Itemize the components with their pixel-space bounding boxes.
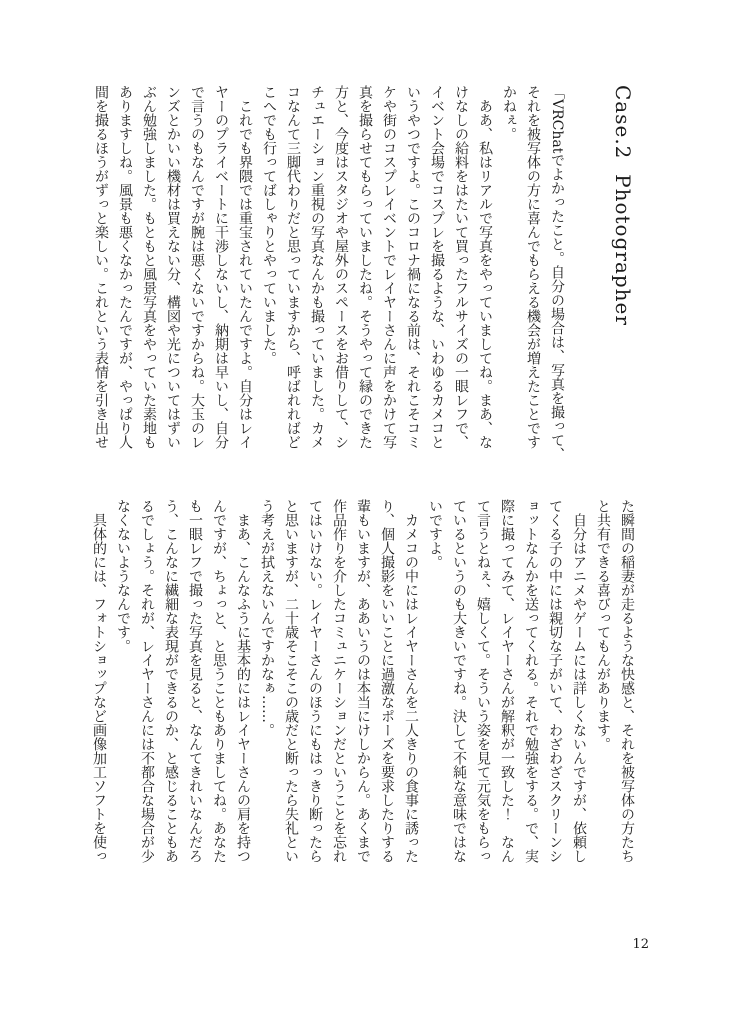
- text-column: と思いますが、二十歳そこそこの歳だと断ったら失礼とい: [283, 499, 299, 863]
- text-column: これでも界隈では重宝されていたんですよ。自分はレイ: [237, 85, 253, 449]
- text-column: チュエーション重視の写真なんかも撮っていました。カメ: [309, 85, 325, 449]
- text-column: ああ、私はリアルで写真をやっていましてね。まあ、な: [477, 85, 493, 449]
- text-column: けなしの給料をはたいて買ったフルサイズの一眼レフで、: [453, 85, 469, 449]
- text-column: コなんて三脚代わりだと思っていますから、呼ばれればど: [285, 85, 301, 449]
- text-column: 具体的には、フォトショップなど画像加工ソフトを使っ: [91, 499, 107, 863]
- text-column: かねぇ。: [501, 85, 517, 141]
- text-column: カメコの中にはレイヤーさんを二人きりの食事に誘った: [403, 499, 419, 863]
- text-column: で言うのもなんですが腕は悪くないですからね。大玉のレ: [189, 85, 205, 449]
- text-column: も一眼レフで撮った写真を見ると、なんてきれいなんだろ: [187, 499, 203, 863]
- text-column: 間を撮るほうがずっと楽しい。これという表情を引き出せ: [93, 85, 109, 449]
- text-column: ケや街のコスプレイベントでレイヤーさんに声をかけて写: [381, 85, 397, 449]
- text-column: ンズとかいい機材は買えない分、構図や光についてはずい: [165, 85, 181, 449]
- text-column: いうやつですよ。このコロナ禍になる前は、それこそコミ: [405, 85, 421, 449]
- text-column: 「VRChatでよかったこと。自分の場合は、写真を撮って、: [549, 85, 565, 462]
- text-column: 方と、今度はスタジオや屋外のスペースをお借りして、シ: [333, 85, 349, 449]
- text-column: まあ、こんなふうに基本的にはレイヤーさんの肩を持つ: [235, 499, 251, 863]
- text-column: イベント会場でコスプレを撮るような、いわゆるカメコと: [429, 85, 445, 449]
- text-column: 際に撮ってみて、レイヤーさんが解釈が一致した！ なん: [499, 499, 515, 863]
- text-block-top: [87, 85, 639, 462]
- section-title: Case.2 Photographer: [611, 85, 635, 326]
- text-column: ありますしね。風景も悪くなかったんですが、やっぱり人: [117, 85, 133, 449]
- text-column: なくないようなんです。: [115, 499, 131, 653]
- text-column: んですが、ちょっと、と思うこともありましてね。あなた: [211, 499, 227, 863]
- text-column: り、個人撮影をいいことに過激なポーズを要求したりする: [379, 499, 395, 863]
- text-column: それを被写体の方に喜んでもらえる機会が増えたことです: [525, 85, 541, 449]
- text-block-bottom: [87, 499, 639, 873]
- text-column: 作品作りを介したコミュニケーションだということを忘れ: [331, 499, 347, 863]
- text-column: てはいけない。レイヤーさんのほうにもはっきり断ったら: [307, 499, 323, 863]
- text-column: う、こんなに繊細な表現ができるのか、と感じることもあ: [163, 499, 179, 863]
- text-column: 真を撮らせてもらっていましたね。そうやって縁のできた: [357, 85, 373, 449]
- text-column: う考えが拭えないんですかなぁ……。: [259, 499, 275, 737]
- text-column: ョットなんかを送ってくれる。それで勉強をする。で、実: [523, 499, 539, 863]
- text-column: た瞬間の稲妻が走るような快感と、それを被写体の方たち: [619, 499, 635, 863]
- text-column: ヤーのプライベートに干渉しないし、納期は早いし、自分: [213, 85, 229, 449]
- text-column: て言うとねぇ、嬉しくて。そういう姿を見て元気をもらっ: [475, 499, 491, 863]
- text-column: 自分はアニメやゲームには詳しくないんですが、依頼し: [571, 499, 587, 863]
- text-column: いですよ。: [427, 499, 443, 569]
- text-column: るでしょう。それが、レイヤーさんには不都合な場合が少: [139, 499, 155, 863]
- text-column: 輩もいますが、ああいうのは本当にけしからん。あくまで: [355, 499, 371, 863]
- text-column: こへでも行ってばしゃりとやっていました。: [261, 85, 277, 365]
- text-column: てくる子の中には親切な子がいて、わざわざスクリーンシ: [547, 499, 563, 863]
- text-column: ているというのも大きいですね。決して不純な意味ではな: [451, 499, 467, 863]
- text-column: ぶん勉強しました。もともと風景写真をやっていた素地も: [141, 85, 157, 449]
- text-column: と共有できる喜びってもんがあります。: [595, 499, 611, 751]
- page-number: 12: [632, 937, 649, 952]
